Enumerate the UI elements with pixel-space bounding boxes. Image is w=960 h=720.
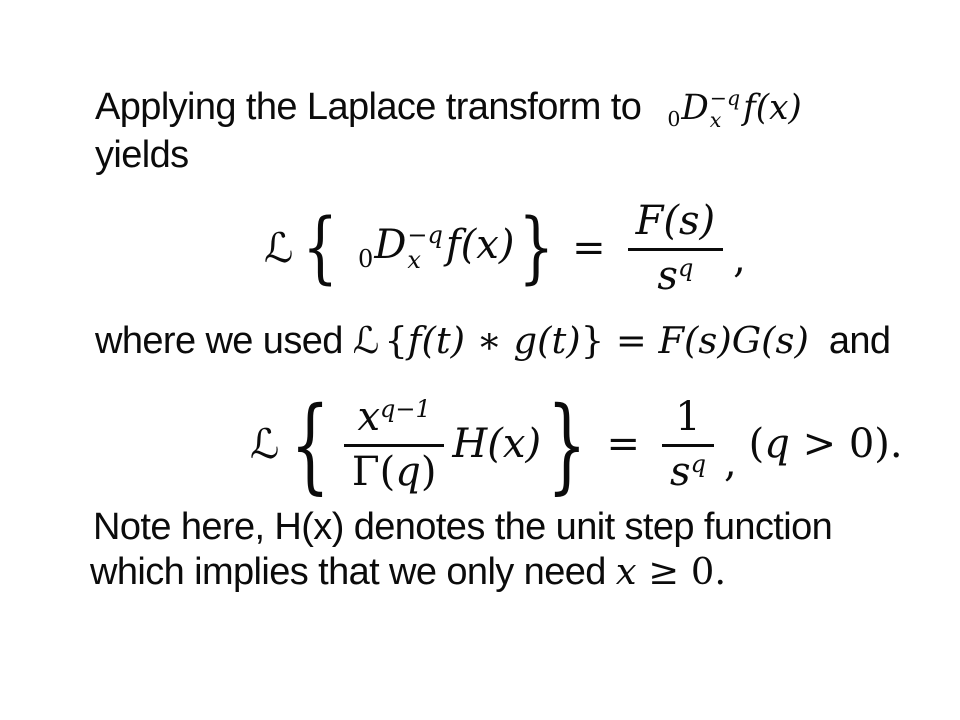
fraction-Fs-over-sq: [628, 199, 724, 298]
gamma-open-paren: Γ(: [351, 448, 396, 495]
open-brace-inline: {: [384, 319, 408, 362]
close-brace-inline: }: [580, 319, 605, 362]
note-line-2: [90, 549, 726, 597]
operator-argument: f(x): [743, 88, 802, 128]
trailing-comma: ,: [723, 440, 737, 486]
operator-supsub-stack: [407, 223, 442, 273]
note-line-1: Note here, H(x) denotes the unit step function: [93, 506, 833, 548]
operator-presubscript: 0: [667, 107, 681, 132]
condition-open-paren: (: [748, 421, 765, 467]
mid-text-before: where we used: [95, 320, 343, 362]
fraction-x-power-over-gamma: [344, 395, 445, 494]
fraction-1-over-sq: [662, 395, 714, 494]
convolution-theorem-math: [353, 319, 809, 362]
laplace-operator-symbol: ℒ: [250, 420, 280, 468]
open-brace: {: [290, 383, 330, 505]
operator-argument: f(x): [445, 222, 515, 269]
denominator-exponent: q: [690, 449, 706, 478]
note-text: which implies that we only need: [90, 551, 606, 593]
denominator-base: s: [657, 252, 678, 299]
fraction-numerator: F(s): [628, 199, 724, 251]
operator-subscript: x: [709, 108, 722, 132]
zero-period: 0.: [690, 550, 727, 593]
condition-rest: > 0).: [789, 421, 903, 467]
denominator-exponent: q: [677, 253, 694, 282]
gamma-argument: q: [395, 448, 421, 495]
operator-letter: D: [374, 222, 407, 269]
equals-sign: =: [572, 225, 606, 271]
fraction-numerator: 1: [662, 395, 714, 447]
condition-variable: q: [764, 421, 790, 467]
operator-supsub-stack: [710, 88, 740, 131]
convolution-asterisk: ∗: [476, 319, 502, 362]
numerator-base: x: [357, 393, 381, 440]
equation-laplace-power-step: [250, 383, 903, 505]
intro-line-2: yields: [95, 134, 189, 176]
f-of-t: f(t): [407, 319, 466, 362]
close-brace: }: [547, 383, 587, 505]
mid-text-after: and: [828, 320, 891, 362]
trailing-comma: ,: [733, 236, 746, 282]
close-brace: }: [518, 203, 555, 293]
intro-text: Applying the Laplace transform to: [95, 86, 642, 128]
denominator-base: s: [670, 448, 691, 495]
numerator-exponent: q−1: [380, 394, 431, 423]
operator-group: [358, 222, 514, 273]
fraction-denominator: [628, 251, 724, 298]
operator-letter: D: [681, 88, 709, 128]
fraction-denominator: [662, 447, 714, 494]
operator-subscript: x: [407, 246, 421, 275]
convolution-property-line: [95, 318, 890, 366]
x-geq-zero-math: [616, 550, 726, 593]
variable-x: x: [615, 550, 637, 593]
laplace-operator-symbol: ℒ: [264, 224, 294, 272]
fraction-numerator: [344, 395, 445, 447]
fractional-integral-operator-inline: [667, 86, 802, 132]
equals-sign: =: [615, 319, 647, 362]
geq-symbol: ≥: [648, 550, 680, 593]
gamma-close-paren: ): [420, 448, 437, 495]
laplace-operator-symbol: ℒ: [352, 319, 380, 362]
equation-laplace-fractional-integral: [264, 197, 746, 299]
operator-superscript: −q: [407, 221, 443, 250]
fraction-denominator: [344, 447, 445, 494]
operator-superscript: −q: [709, 86, 741, 111]
condition-q-positive: [749, 421, 903, 467]
unit-step-H: H(x): [452, 421, 542, 467]
open-brace: {: [302, 203, 339, 293]
g-of-t: g(t): [513, 319, 581, 362]
equals-sign: =: [606, 421, 641, 467]
intro-line-1: [95, 84, 802, 133]
operator-presubscript: 0: [358, 244, 374, 273]
product-FsGs: F(s)G(s): [658, 319, 809, 362]
